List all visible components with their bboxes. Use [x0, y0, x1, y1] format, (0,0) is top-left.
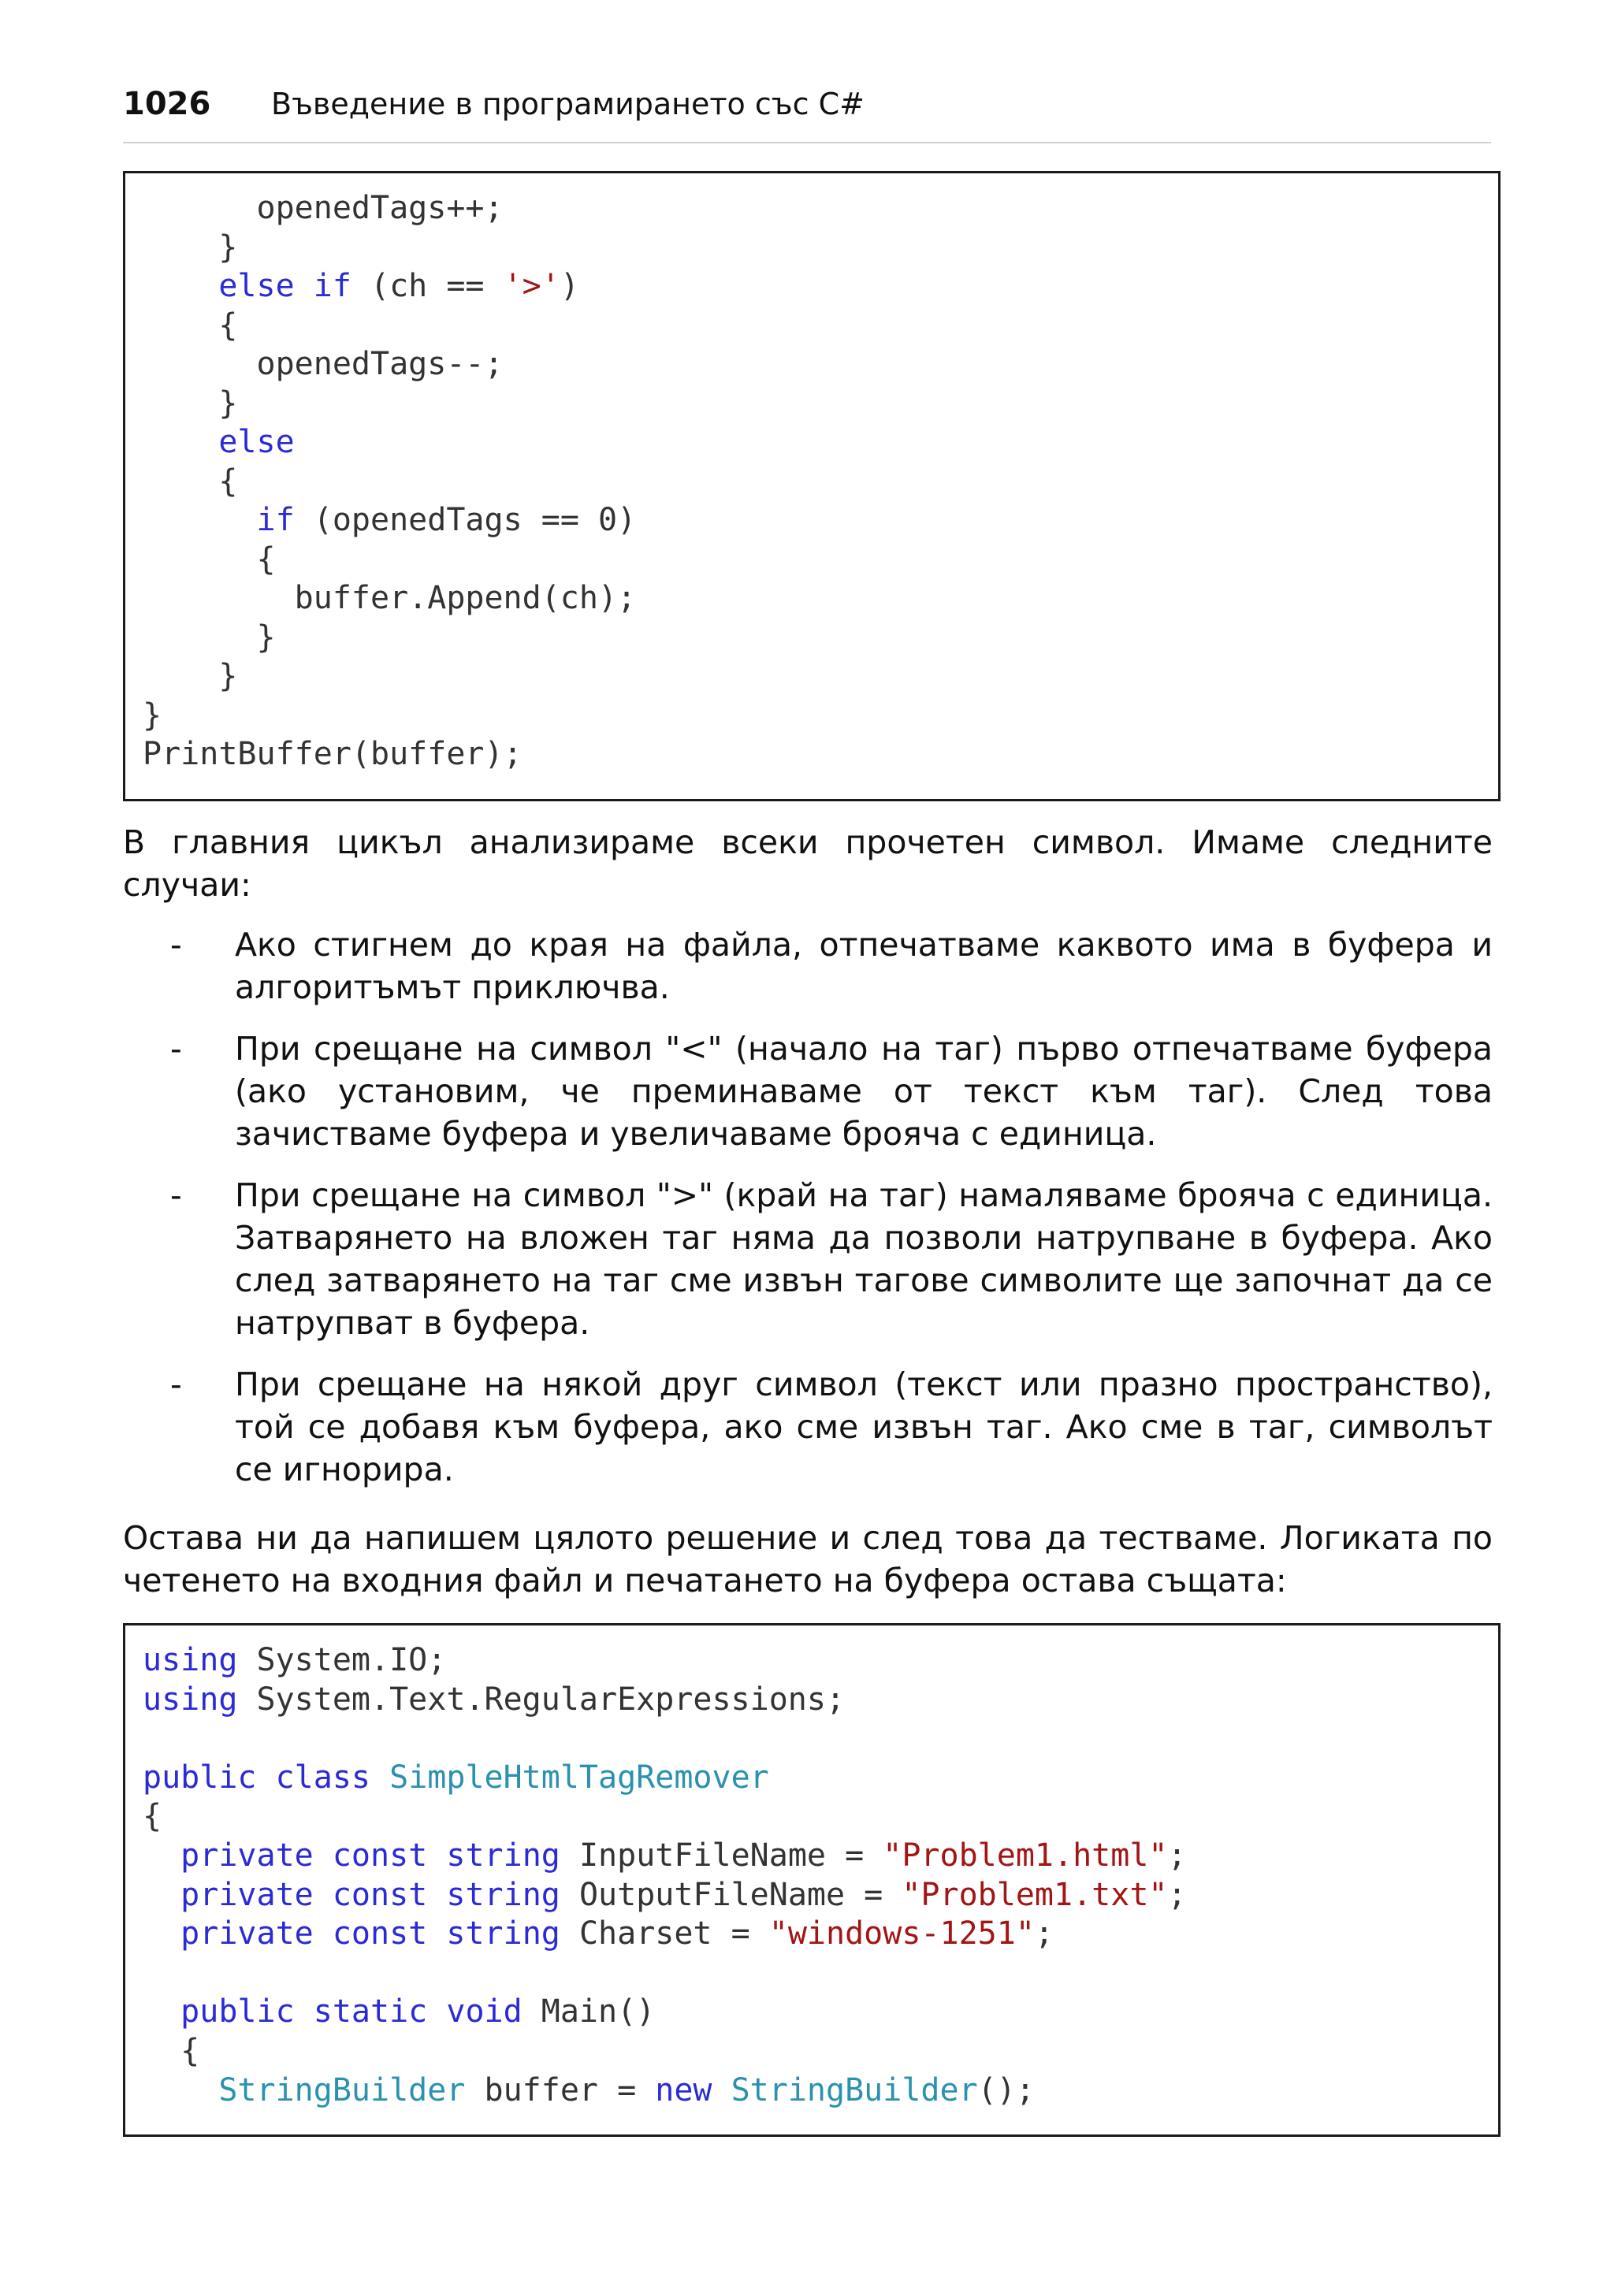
code-token: }	[143, 228, 238, 266]
running-title: Въведение в програмирането със C#	[271, 87, 865, 121]
code-token	[370, 1759, 389, 1796]
code-token: {	[143, 2032, 200, 2069]
page-header	[123, 79, 1491, 143]
code-token: private	[180, 1837, 314, 1874]
code-line	[143, 1876, 1187, 1915]
code-line	[143, 267, 636, 307]
list-item-text: При срещане на някой друг символ (текст или празно пространство), той се добавя към буфера, ако сме извън таг. Ако сме в таг, символът се игнорира.	[235, 1365, 1493, 1488]
code-line	[143, 228, 636, 268]
bullet-dash: -	[170, 1176, 182, 1214]
code-line	[143, 735, 636, 775]
code-token: void	[446, 1993, 523, 2030]
code-line	[143, 1837, 1187, 1876]
code-token: if	[313, 268, 351, 304]
code-token: "Problem1.txt"	[902, 1876, 1168, 1913]
code-token	[143, 1877, 180, 1913]
list-item	[123, 1174, 1493, 1344]
list-item-text: При срещане на символ ">" (край на таг) намаляваме брояча с единица. Затварянето на вложен таг няма да позволи натрупване в буфера. Ако след затварянето на таг сме извън тагове символите ще започнат да се натрупват в буфера.	[235, 1176, 1493, 1342]
code-lines	[143, 1641, 1187, 2110]
code-line	[143, 697, 636, 736]
page-number: 1026	[123, 86, 211, 122]
code-token: ;	[1167, 1837, 1187, 1874]
code-line	[143, 385, 636, 424]
code-token: static	[313, 1993, 428, 2030]
code-token	[143, 1915, 180, 1952]
code-token	[314, 1877, 333, 1913]
code-token: private	[180, 1915, 314, 1952]
code-token: string	[446, 1876, 560, 1913]
list-item	[123, 923, 1493, 1009]
code-token: openedTags--;	[143, 346, 504, 382]
code-token: System.Text.RegularExpressions;	[237, 1681, 846, 1718]
code-token: string	[446, 1837, 560, 1874]
code-token: (ch ==	[351, 268, 504, 304]
code-token	[314, 1837, 333, 1874]
code-line	[143, 307, 636, 346]
code-token: (openedTags == 0)	[294, 502, 637, 538]
bullet-dash: -	[170, 1365, 182, 1403]
code-token: ();	[977, 2071, 1035, 2108]
code-token: const	[332, 1915, 428, 1952]
code-token	[143, 1837, 180, 1874]
code-token: public	[143, 1759, 257, 1796]
code-token: StringBuilder	[218, 2071, 466, 2108]
paragraph-intro: В главния цикъл анализираме всеки прочетен символ. Имаме следните случаи:	[123, 823, 1493, 904]
code-token: SimpleHtmlTagRemover	[389, 1759, 769, 1796]
code-line	[143, 1719, 1187, 1759]
code-token: class	[275, 1759, 371, 1796]
code-token	[257, 1759, 276, 1796]
code-token	[427, 1993, 446, 2030]
code-line	[143, 1915, 1187, 1954]
code-line	[143, 189, 636, 228]
code-token: )	[560, 268, 579, 304]
code-token	[143, 424, 218, 460]
bullet-dash: -	[170, 1030, 182, 1068]
code-listing-loop	[123, 171, 1501, 801]
code-token: InputFileName =	[560, 1837, 883, 1874]
code-token	[295, 268, 314, 304]
code-token: if	[256, 502, 295, 538]
code-token: const	[332, 1876, 428, 1913]
code-line	[143, 1954, 1187, 1993]
code-token: using	[143, 1642, 238, 1678]
code-line	[143, 1797, 1187, 1837]
code-token: System.IO;	[237, 1642, 447, 1678]
code-token: "windows-1251"	[768, 1915, 1035, 1952]
code-token: }	[143, 658, 238, 694]
code-token: }	[143, 697, 162, 734]
code-token	[427, 1877, 446, 1913]
code-token: {	[143, 1798, 162, 1835]
code-token: Main()	[522, 1993, 656, 2030]
bullet-dash: -	[170, 926, 182, 964]
code-token	[295, 1993, 314, 2030]
code-token: buffer =	[465, 2071, 656, 2108]
code-line	[143, 2071, 1187, 2111]
code-token: '>'	[503, 268, 560, 304]
code-token: OutputFileName =	[560, 1876, 902, 1913]
list-item-text: Ако стигнем до края на файла, отпечатваме каквото има в буфера и алгоритъмът приключва.	[235, 926, 1493, 1006]
code-line	[143, 579, 636, 619]
code-token: }	[143, 385, 238, 422]
code-token: {	[143, 463, 238, 500]
code-line	[143, 463, 636, 502]
list-item-text: При срещане на символ "<" (начало на таг) първо отпечатваме буфера (ако установим, че преминаваме от текст към таг). След това зачистваме буфера и увеличаваме брояча с единица.	[235, 1030, 1493, 1153]
list-item	[123, 1027, 1493, 1155]
code-line	[143, 345, 636, 385]
code-token: openedTags++;	[143, 190, 504, 226]
code-token: Charset =	[560, 1915, 769, 1952]
code-token	[427, 1837, 446, 1874]
code-token: else	[218, 268, 295, 304]
code-token: {	[143, 307, 238, 344]
code-line	[143, 1681, 1187, 1720]
case-list	[123, 923, 1493, 1510]
code-token	[143, 1993, 180, 2030]
code-token	[143, 268, 218, 304]
code-token	[143, 502, 257, 538]
code-token: buffer.Append(ch);	[143, 580, 637, 616]
code-token: ;	[1167, 1876, 1187, 1913]
code-token: using	[143, 1681, 238, 1718]
code-line	[143, 2032, 1187, 2071]
code-token: }	[143, 619, 276, 656]
code-token	[143, 2072, 218, 2108]
code-token	[427, 1915, 446, 1952]
code-token: ;	[1034, 1915, 1054, 1952]
code-token: else	[218, 424, 295, 460]
code-token: public	[180, 1993, 295, 2030]
code-token: StringBuilder	[731, 2071, 978, 2108]
code-token: PrintBuffer(buffer);	[143, 736, 523, 772]
code-line	[143, 501, 636, 541]
list-item	[123, 1363, 1493, 1491]
code-line	[143, 657, 636, 697]
code-token: "Problem1.html"	[883, 1837, 1168, 1874]
code-line	[143, 1641, 1187, 1681]
code-token: const	[332, 1837, 428, 1874]
code-token: string	[446, 1915, 560, 1952]
code-token	[314, 1915, 333, 1952]
code-line	[143, 541, 636, 580]
code-token	[712, 2072, 731, 2108]
paragraph-outro: Остава ни да напишем цялото решение и след това да тестваме. Логиката по четенето на входния файл и печатането на буфера остава същата:	[123, 1519, 1493, 1599]
code-line	[143, 619, 636, 658]
code-token: {	[143, 541, 276, 578]
code-line	[143, 1993, 1187, 2032]
code-lines	[143, 189, 636, 775]
code-line	[143, 423, 636, 463]
code-token: new	[655, 2071, 712, 2108]
code-token: private	[180, 1876, 314, 1913]
code-line	[143, 1759, 1187, 1798]
code-listing-class	[123, 1623, 1501, 2137]
